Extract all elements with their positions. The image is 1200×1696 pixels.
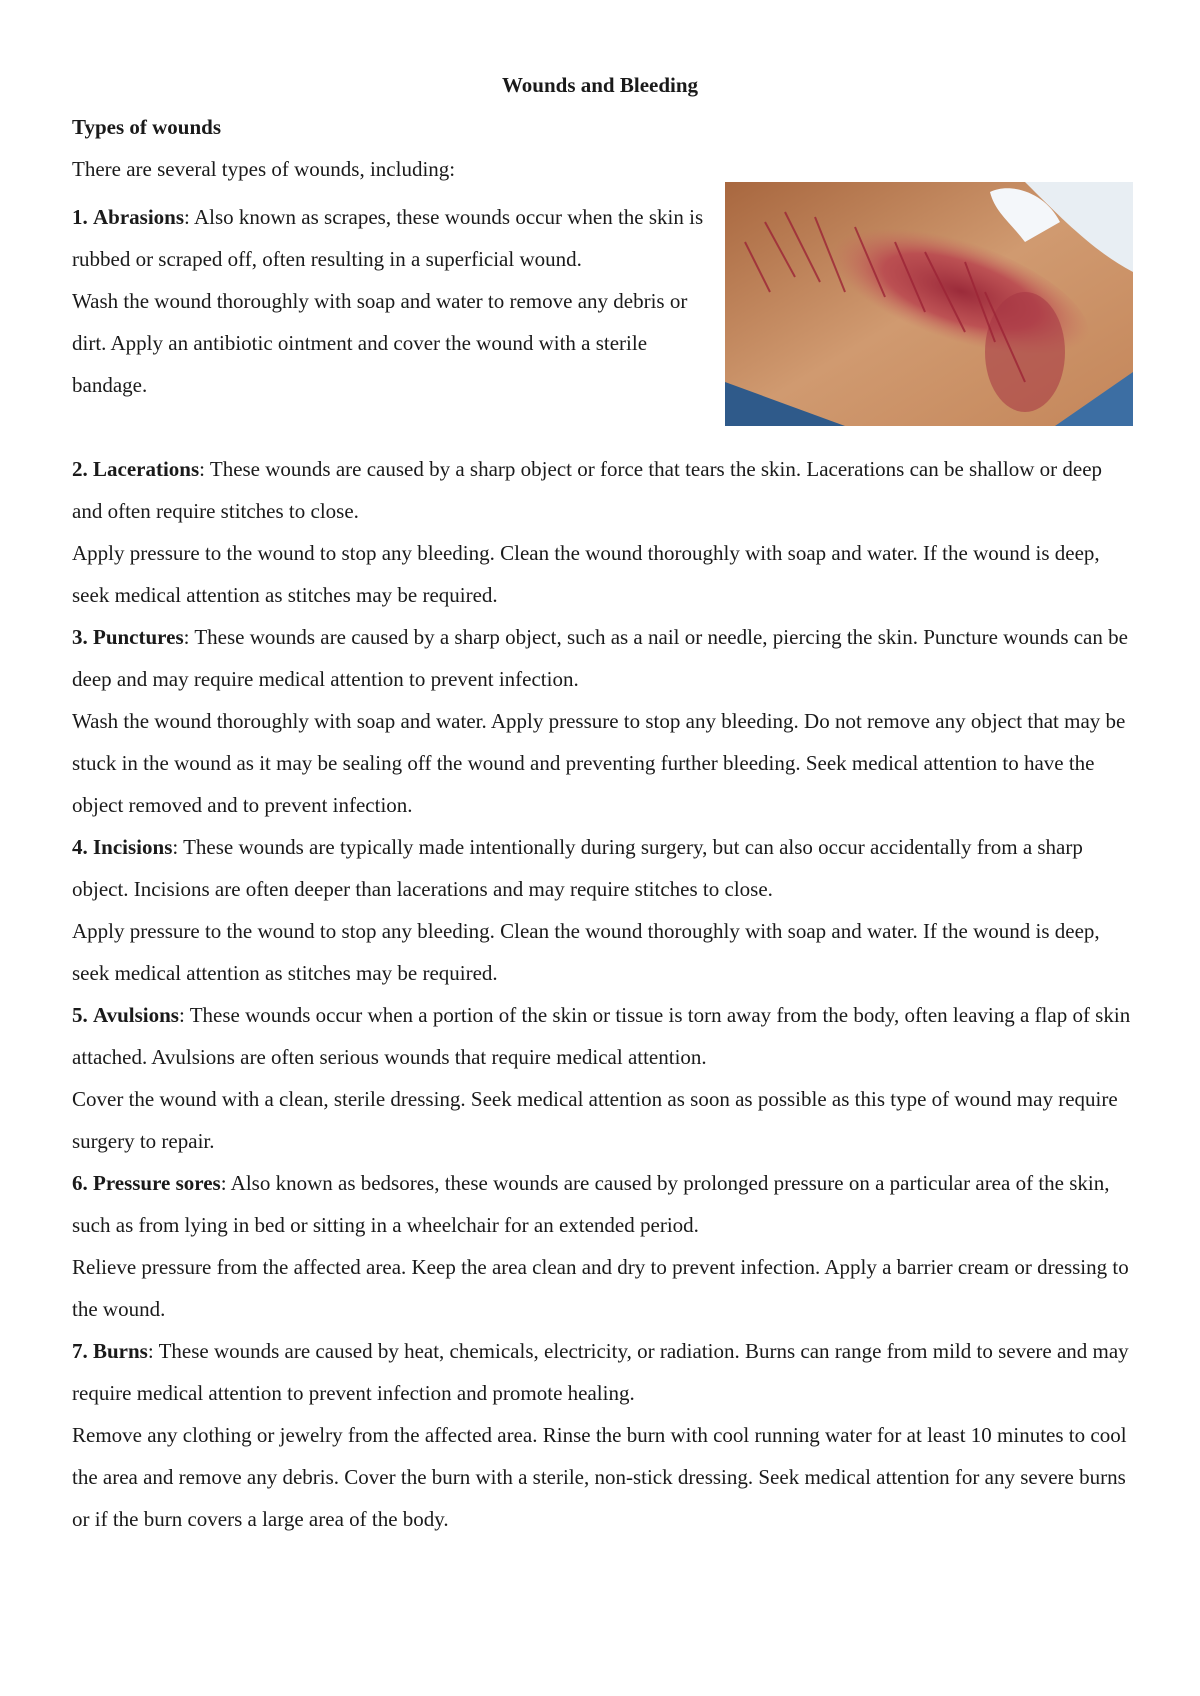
wound-treatment: Relieve pressure from the affected area. Keep the area clean and dry to prevent infection. Apply a barrier cream or dressing to the wound. <box>72 1255 1129 1321</box>
wound-name: Punctures <box>93 625 184 649</box>
wound-treatment: Apply pressure to the wound to stop any bleeding. Clean the wound thoroughly with soap and water. If the wound is deep, seek medical attention as stitches may be required. <box>72 919 1100 985</box>
wound-number: 3. <box>72 625 88 649</box>
wound-description: : These wounds are typically made intentionally during surgery, but can also occur accidentally from a sharp object. Incisions are often deeper than lacerations and may require stitches to close. <box>72 835 1083 901</box>
wound-list-upper <box>72 196 712 406</box>
wound-description: : These wounds are caused by a sharp object or force that tears the skin. Lacerations can be shallow or deep and often require stitches to close. <box>72 457 1103 523</box>
wound-description: : Also known as bedsores, these wounds are caused by prolonged pressure on a particular area of the skin, such as from lying in bed or sitting in a wheelchair for an extended period. <box>72 1171 1110 1237</box>
list-item <box>72 616 1132 700</box>
page-title: Wounds and Bleeding <box>501 73 699 97</box>
wound-number: 6. <box>72 1171 88 1195</box>
list-item <box>72 826 1132 910</box>
wound-number: 7. <box>72 1339 88 1363</box>
wound-treatment: Wash the wound thoroughly with soap and water to remove any debris or dirt. Apply an antibiotic ointment and cover the wound with a sterile bandage. <box>72 289 688 397</box>
wound-description: : Also known as scrapes, these wounds occur when the skin is rubbed or scraped off, often resulting in a superficial wound. <box>72 205 704 271</box>
wound-description: : These wounds are caused by a sharp object, such as a nail or needle, piercing the skin. Puncture wounds can be deep and may require medical attention to prevent infection. <box>72 625 1128 691</box>
wound-description: : These wounds are caused by heat, chemicals, electricity, or radiation. Burns can range from mild to severe and may require medical attention to prevent infection and promote healing. <box>72 1339 1129 1405</box>
wound-number: 2. <box>72 457 88 481</box>
section-heading: Types of wounds <box>72 115 221 139</box>
wound-treatment: Cover the wound with a clean, sterile dressing. Seek medical attention as soon as possible as this type of wound may require surgery to repair. <box>72 1087 1118 1153</box>
wound-name: Abrasions <box>93 205 185 229</box>
list-item <box>72 994 1132 1078</box>
list-item <box>72 448 1132 532</box>
list-item <box>72 1330 1132 1414</box>
wound-treatment: Remove any clothing or jewelry from the affected area. Rinse the burn with cool running water for at least 10 minutes to cool the area and remove any debris. Cover the burn with a sterile, non-stick dressing. Seek medical attention for any severe burns or if the burn covers a large area of the body. <box>72 1423 1127 1531</box>
intro-text: There are several types of wounds, including: <box>72 157 456 181</box>
wound-number: 1. <box>72 205 88 229</box>
wound-treatment: Wash the wound thoroughly with soap and water. Apply pressure to stop any bleeding. Do not remove any object that may be stuck in the wound as it may be sealing off the wound and preventing further bleeding. Seek medical attention to have the object removed and to prevent infection. <box>72 709 1126 817</box>
wound-treatment: Apply pressure to the wound to stop any bleeding. Clean the wound thoroughly with soap and water. If the wound is deep, seek medical attention as stitches may be required. <box>72 541 1100 607</box>
wound-name: Lacerations <box>93 457 200 481</box>
wound-description: : These wounds occur when a portion of the skin or tissue is torn away from the body, often leaving a flap of skin attached. Avulsions are often serious wounds that require medical attention. <box>72 1003 1131 1069</box>
wound-name: Burns <box>93 1339 148 1363</box>
wound-name: Incisions <box>93 835 173 859</box>
list-item <box>72 1162 1132 1246</box>
wound-name: Pressure sores <box>93 1171 221 1195</box>
wound-list-lower <box>72 448 1132 1540</box>
list-item <box>72 196 712 280</box>
wound-number: 5. <box>72 1003 88 1027</box>
wound-name: Avulsions <box>93 1003 179 1027</box>
wound-number: 4. <box>72 835 88 859</box>
abrasion-arm-photo <box>725 182 1133 426</box>
